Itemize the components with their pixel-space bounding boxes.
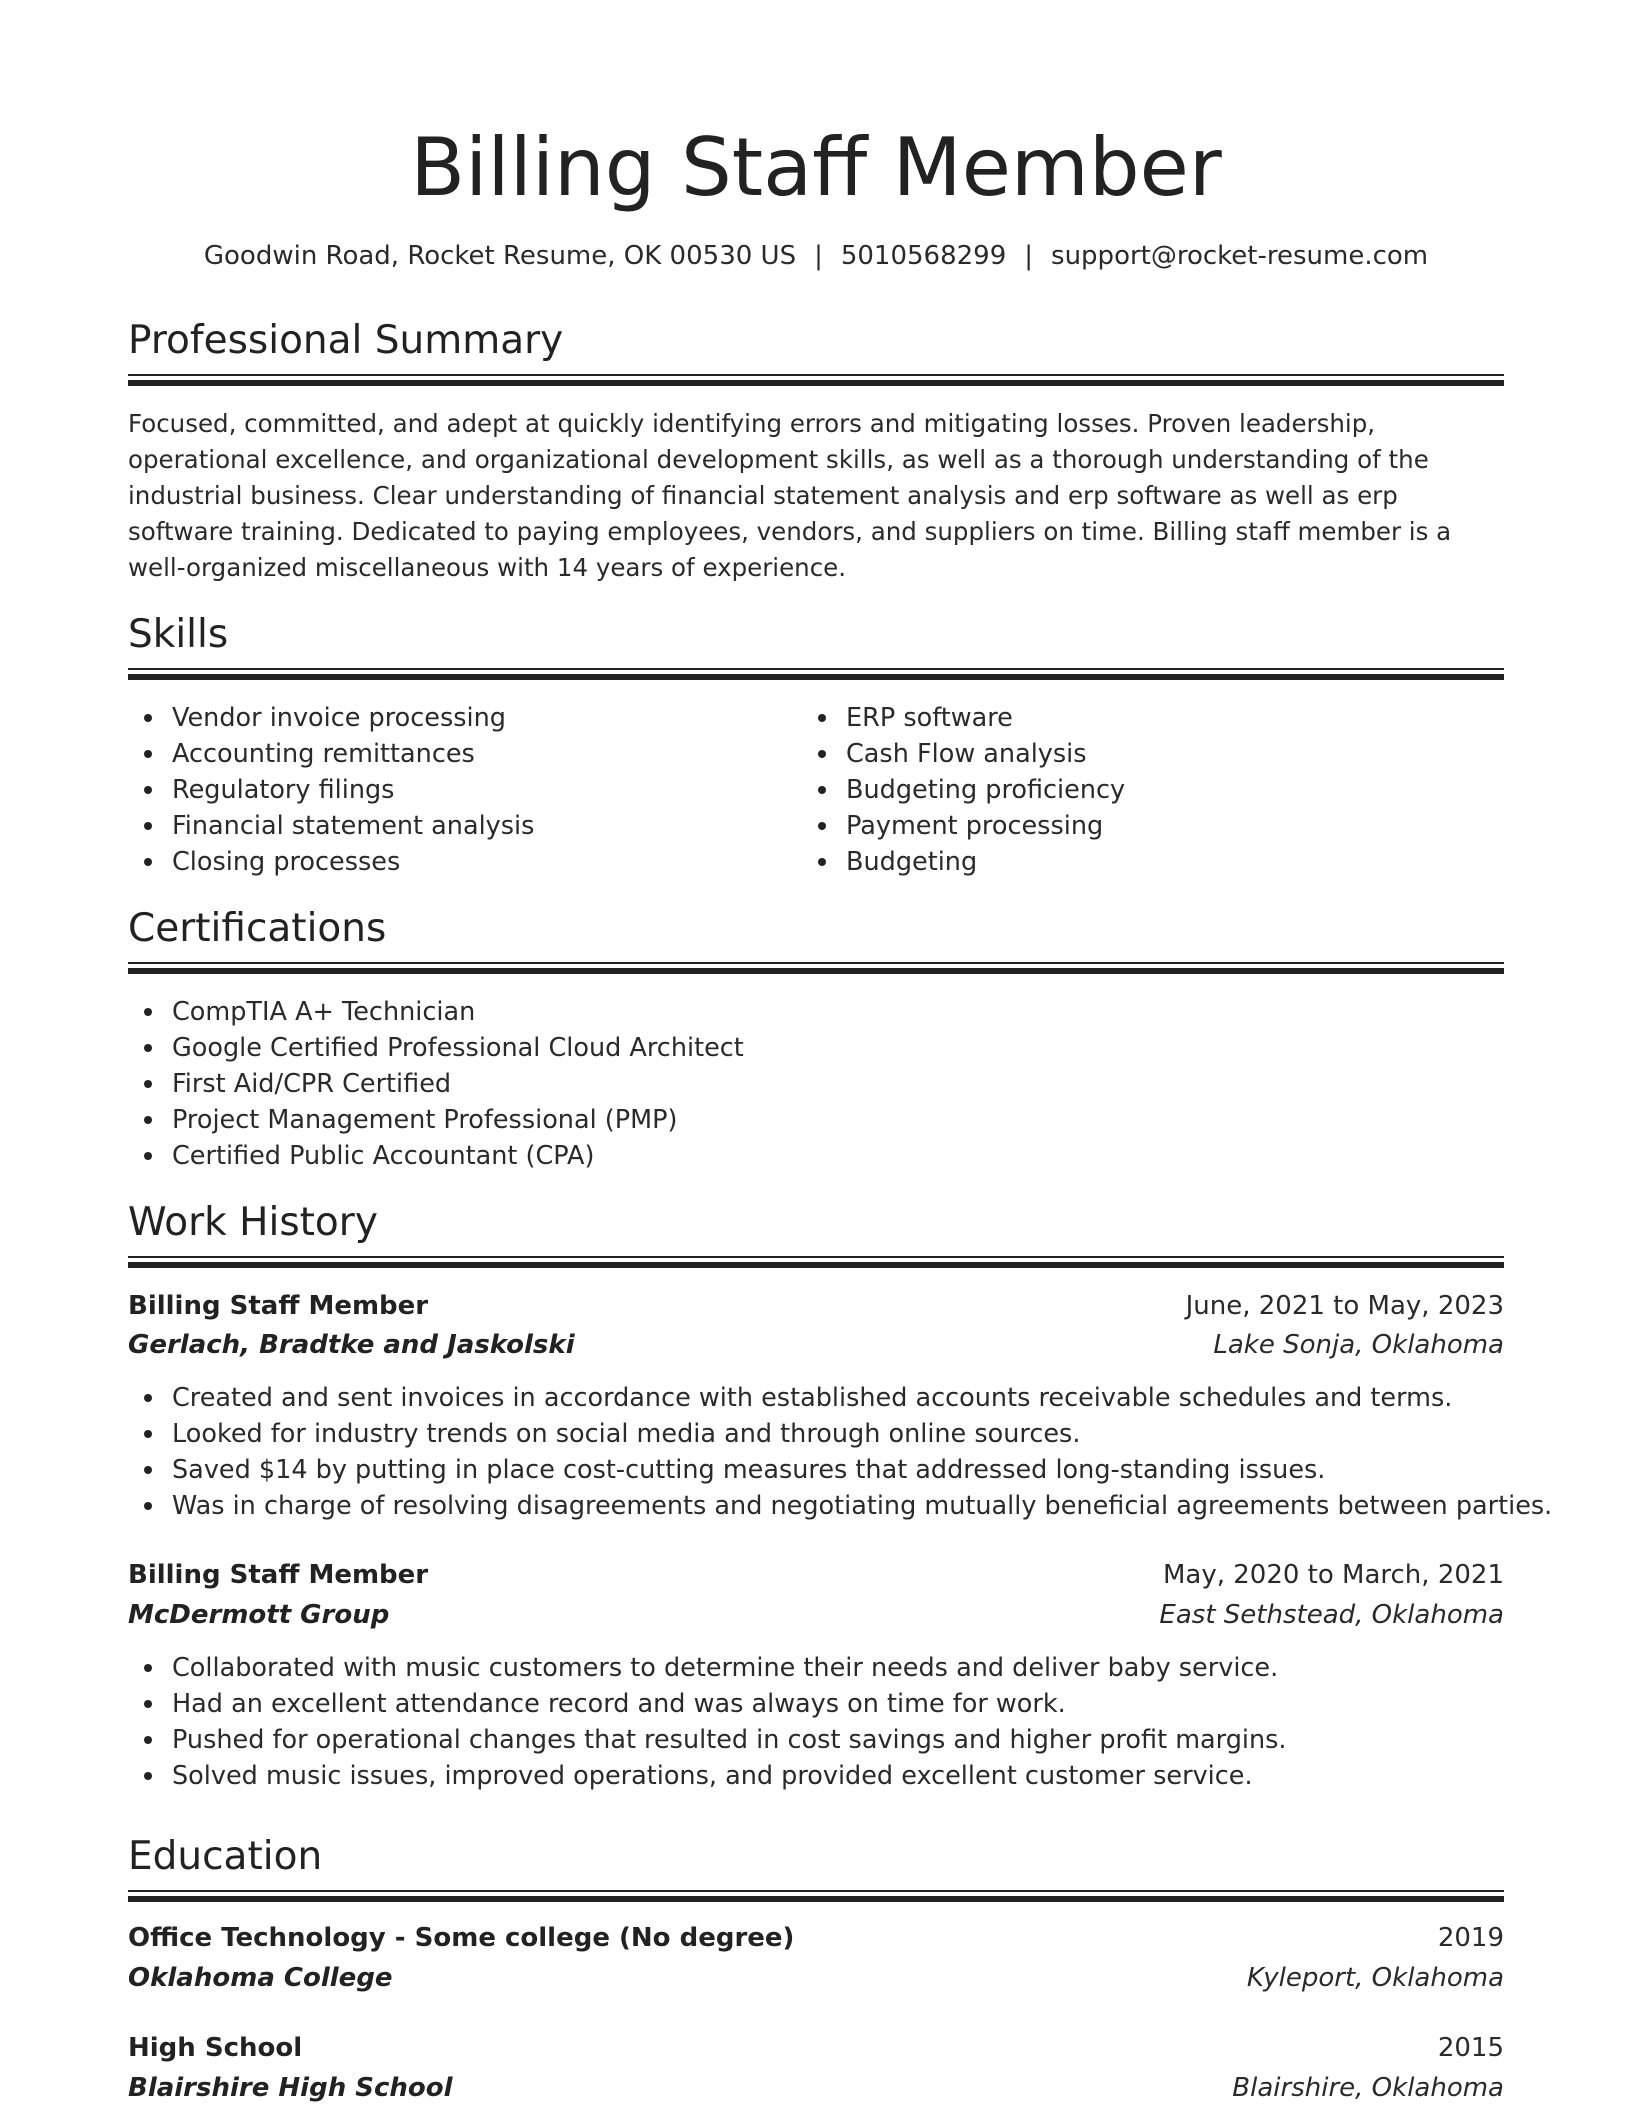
resume-name: Billing Staff Member bbox=[410, 121, 1222, 214]
job-bullet: Had an excellent attendance record and was always on time for work. bbox=[128, 1686, 1287, 1722]
section-divider bbox=[128, 1256, 1504, 1268]
section-heading-education: Education bbox=[128, 1834, 323, 1879]
skill-item: Cash Flow analysis bbox=[802, 736, 1125, 772]
skill-item: Closing processes bbox=[128, 844, 534, 880]
section-heading-certifications: Certifications bbox=[128, 906, 387, 951]
contact-separator: | bbox=[1024, 241, 1034, 271]
education-school: Blairshire High School bbox=[128, 2073, 453, 2103]
job-dates: May, 2020 to March, 2021 bbox=[1162, 1560, 1504, 1590]
section-divider bbox=[128, 668, 1504, 680]
job-company: Gerlach, Bradtke and Jaskolski bbox=[128, 1330, 575, 1360]
job-bullet: Pushed for operational changes that resulted in cost savings and higher profit margins. bbox=[128, 1722, 1287, 1758]
contact-separator: | bbox=[814, 241, 823, 271]
skill-item: Budgeting bbox=[802, 844, 1125, 880]
job-dates: June, 2021 to May, 2023 bbox=[1185, 1291, 1504, 1321]
certification-item: Google Certified Professional Cloud Architect bbox=[128, 1030, 744, 1066]
job-location: Lake Sonja, Oklahoma bbox=[1213, 1330, 1504, 1360]
job-bullet: Looked for industry trends on social media and through online sources. bbox=[128, 1416, 1552, 1452]
certifications-list bbox=[128, 994, 744, 1174]
skill-item: ERP software bbox=[802, 700, 1125, 736]
job-bullets bbox=[128, 1380, 1552, 1524]
skills-list-right bbox=[802, 700, 1125, 880]
skills-list-left bbox=[128, 700, 534, 880]
skill-item: Regulatory filings bbox=[128, 772, 534, 808]
skill-item: Payment processing bbox=[802, 808, 1125, 844]
job-title: Billing Staff Member bbox=[128, 1560, 429, 1590]
education-location: Kyleport, Oklahoma bbox=[1246, 1963, 1504, 1993]
education-location: Blairshire, Oklahoma bbox=[1232, 2073, 1504, 2103]
job-bullet: Collaborated with music customers to determine their needs and deliver baby service. bbox=[128, 1650, 1287, 1686]
skill-item: Vendor invoice processing bbox=[128, 700, 534, 736]
education-year: 2015 bbox=[1437, 2033, 1504, 2063]
contact-phone: 5010568299 bbox=[840, 241, 1007, 271]
education-school: Oklahoma College bbox=[128, 1963, 393, 1993]
summary-text: Focused, committed, and adept at quickly identifying errors and mitigating losses. Proven leadership, operational excellence, and organizational development skills, as well as a thorough understanding of the industrial business. Clear understanding of financial statement analysis and erp software as well as erp software training. Dedicated to paying employees, vendors, and suppliers on time. Billing staff member is a well-organized miscellaneous with 14 years of experience. bbox=[128, 409, 1452, 582]
contact-email: support@rocket-resume.com bbox=[1051, 241, 1429, 271]
section-divider bbox=[128, 374, 1504, 386]
skill-item: Budgeting proficiency bbox=[802, 772, 1125, 808]
skill-item: Accounting remittances bbox=[128, 736, 534, 772]
job-bullet: Was in charge of resolving disagreements and negotiating mutually beneficial agreements between parties. bbox=[128, 1488, 1552, 1524]
certification-item: First Aid/CPR Certified bbox=[128, 1066, 744, 1102]
certification-item: Certified Public Accountant (CPA) bbox=[128, 1138, 744, 1174]
contact-line bbox=[0, 238, 1632, 274]
education-degree: High School bbox=[128, 2033, 303, 2063]
section-divider bbox=[128, 1890, 1504, 1902]
contact-address: Goodwin Road, Rocket Resume, OK 00530 US bbox=[203, 241, 797, 271]
certification-item: CompTIA A+ Technician bbox=[128, 994, 744, 1030]
section-heading-skills: Skills bbox=[128, 612, 229, 657]
section-divider bbox=[128, 962, 1504, 974]
job-location: East Sethstead, Oklahoma bbox=[1159, 1600, 1504, 1630]
skill-item: Financial statement analysis bbox=[128, 808, 534, 844]
job-bullet: Created and sent invoices in accordance with established accounts receivable schedules and terms. bbox=[128, 1380, 1552, 1416]
job-bullet: Saved $14 by putting in place cost-cutting measures that addressed long-standing issues. bbox=[128, 1452, 1552, 1488]
job-company: McDermott Group bbox=[128, 1600, 390, 1630]
job-bullet: Solved music issues, improved operations, and provided excellent customer service. bbox=[128, 1758, 1287, 1794]
education-year: 2019 bbox=[1437, 1923, 1504, 1953]
job-bullets bbox=[128, 1650, 1287, 1794]
certification-item: Project Management Professional (PMP) bbox=[128, 1102, 744, 1138]
job-title: Billing Staff Member bbox=[128, 1291, 429, 1321]
education-degree: Office Technology - Some college (No degree) bbox=[128, 1923, 795, 1953]
section-heading-summary: Professional Summary bbox=[128, 318, 564, 363]
section-heading-work-history: Work History bbox=[128, 1200, 378, 1245]
